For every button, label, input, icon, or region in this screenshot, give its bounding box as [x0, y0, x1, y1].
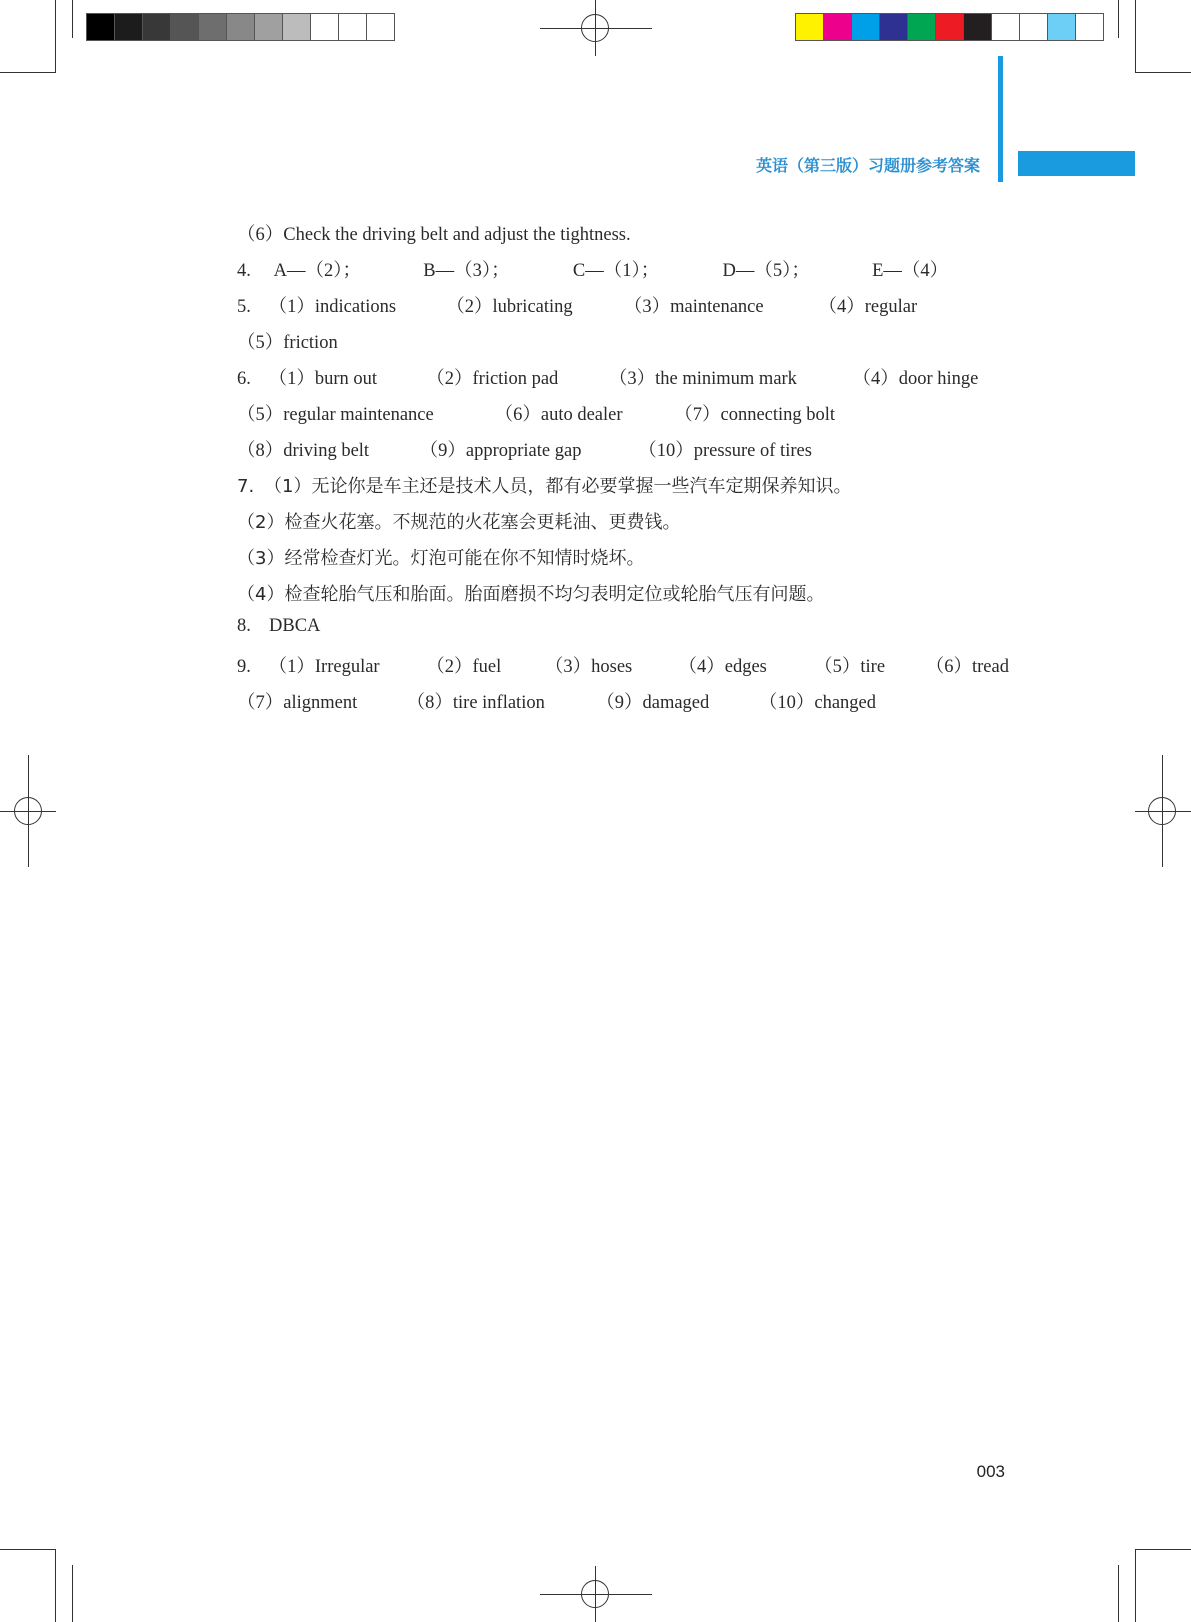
gray-bar-swatch: [310, 13, 339, 41]
color-bar-swatch: [879, 13, 908, 41]
answer-line-q8: 8. DBCA: [237, 616, 321, 636]
gray-bar-swatch: [86, 13, 115, 41]
crop-mark-bl-h: [0, 1549, 56, 1550]
answer-line-q7-2: （2）检查火花塞。不规范的火花塞会更耗油、更费钱。: [237, 512, 681, 533]
answer-line-q7-4: （4）检查轮胎气压和胎面。胎面磨损不均匀表明定位或轮胎气压有问题。: [237, 584, 825, 605]
gray-bar-swatch: [142, 13, 171, 41]
color-bar-swatch: [935, 13, 964, 41]
answer-line-q5: 5. （1）indications （2）lubricating （3）maintenance （4）regular: [237, 297, 918, 317]
crop-mark-br-h: [1135, 1549, 1191, 1550]
gray-bar-swatch: [366, 13, 395, 41]
gray-bar-swatch: [114, 13, 143, 41]
color-bar-swatch: [823, 13, 852, 41]
answer-line-q7-3: （3）经常检查灯光。灯泡可能在你不知情时烧坏。: [237, 548, 645, 569]
color-bar-swatch: [795, 13, 824, 41]
answer-line-q3-6: （6）Check the driving belt and adjust the tightness.: [237, 225, 631, 245]
answer-line-q6-row3: （8）driving belt （9）appropriate gap （10）pressure of tires: [237, 441, 812, 461]
gray-bar-swatch: [198, 13, 227, 41]
header-accent-rule: [998, 56, 1003, 182]
answer-line-q7-1: 7. （1）无论你是车主还是技术人员，都有必要掌握一些汽车定期保养知识。: [237, 476, 852, 497]
answer-line-q9-row1: 9. （1）Irregular （2）fuel （3）hoses （4）edges （5）tire （6）tread: [237, 657, 1009, 677]
crop-mark-bl-v2: [72, 1565, 73, 1622]
gray-bar-swatch: [282, 13, 311, 41]
crop-mark-tl-v: [55, 0, 56, 72]
color-bar-swatch: [907, 13, 936, 41]
crop-mark-tl-h: [0, 72, 56, 73]
color-bar-swatch: [851, 13, 880, 41]
color-bar-swatch: [963, 13, 992, 41]
page-number: 003: [976, 1462, 1005, 1481]
color-bar-swatch: [991, 13, 1020, 41]
crop-mark-tr-h: [1135, 72, 1191, 73]
color-bar-swatch: [1075, 13, 1104, 41]
crop-mark-tl-v2: [72, 0, 73, 38]
color-bar-swatch: [1047, 13, 1076, 41]
answer-line-q5-cont: （5）friction: [237, 333, 338, 353]
header-accent-block: [1018, 151, 1135, 176]
gray-bar-swatch: [170, 13, 199, 41]
answer-line-q4: 4. A—（2）； B—（3）； C—（1）； D—（5）； E—（4）: [237, 261, 949, 281]
answer-line-q6-row2: （5）regular maintenance （6）auto dealer （7）connecting bolt: [237, 405, 836, 425]
page-header-title: 英语（第三版）习题册参考答案: [755, 156, 980, 175]
crop-mark-bl-v: [55, 1549, 56, 1622]
answer-line-q6-row1: 6. （1）burn out （2）friction pad （3）the minimum mark （4）door hinge: [237, 369, 979, 389]
color-bar-swatch: [1019, 13, 1048, 41]
gray-bar-swatch: [254, 13, 283, 41]
answer-line-q9-row2: （7）alignment （8）tire inflation （9）damaged （10）changed: [237, 693, 877, 713]
crop-mark-br-v2: [1118, 1565, 1119, 1622]
crop-mark-tr-v: [1135, 0, 1136, 72]
crop-mark-tr-v2: [1118, 0, 1119, 38]
gray-bar-swatch: [338, 13, 367, 41]
crop-mark-br-v: [1135, 1549, 1136, 1622]
gray-bar-swatch: [226, 13, 255, 41]
